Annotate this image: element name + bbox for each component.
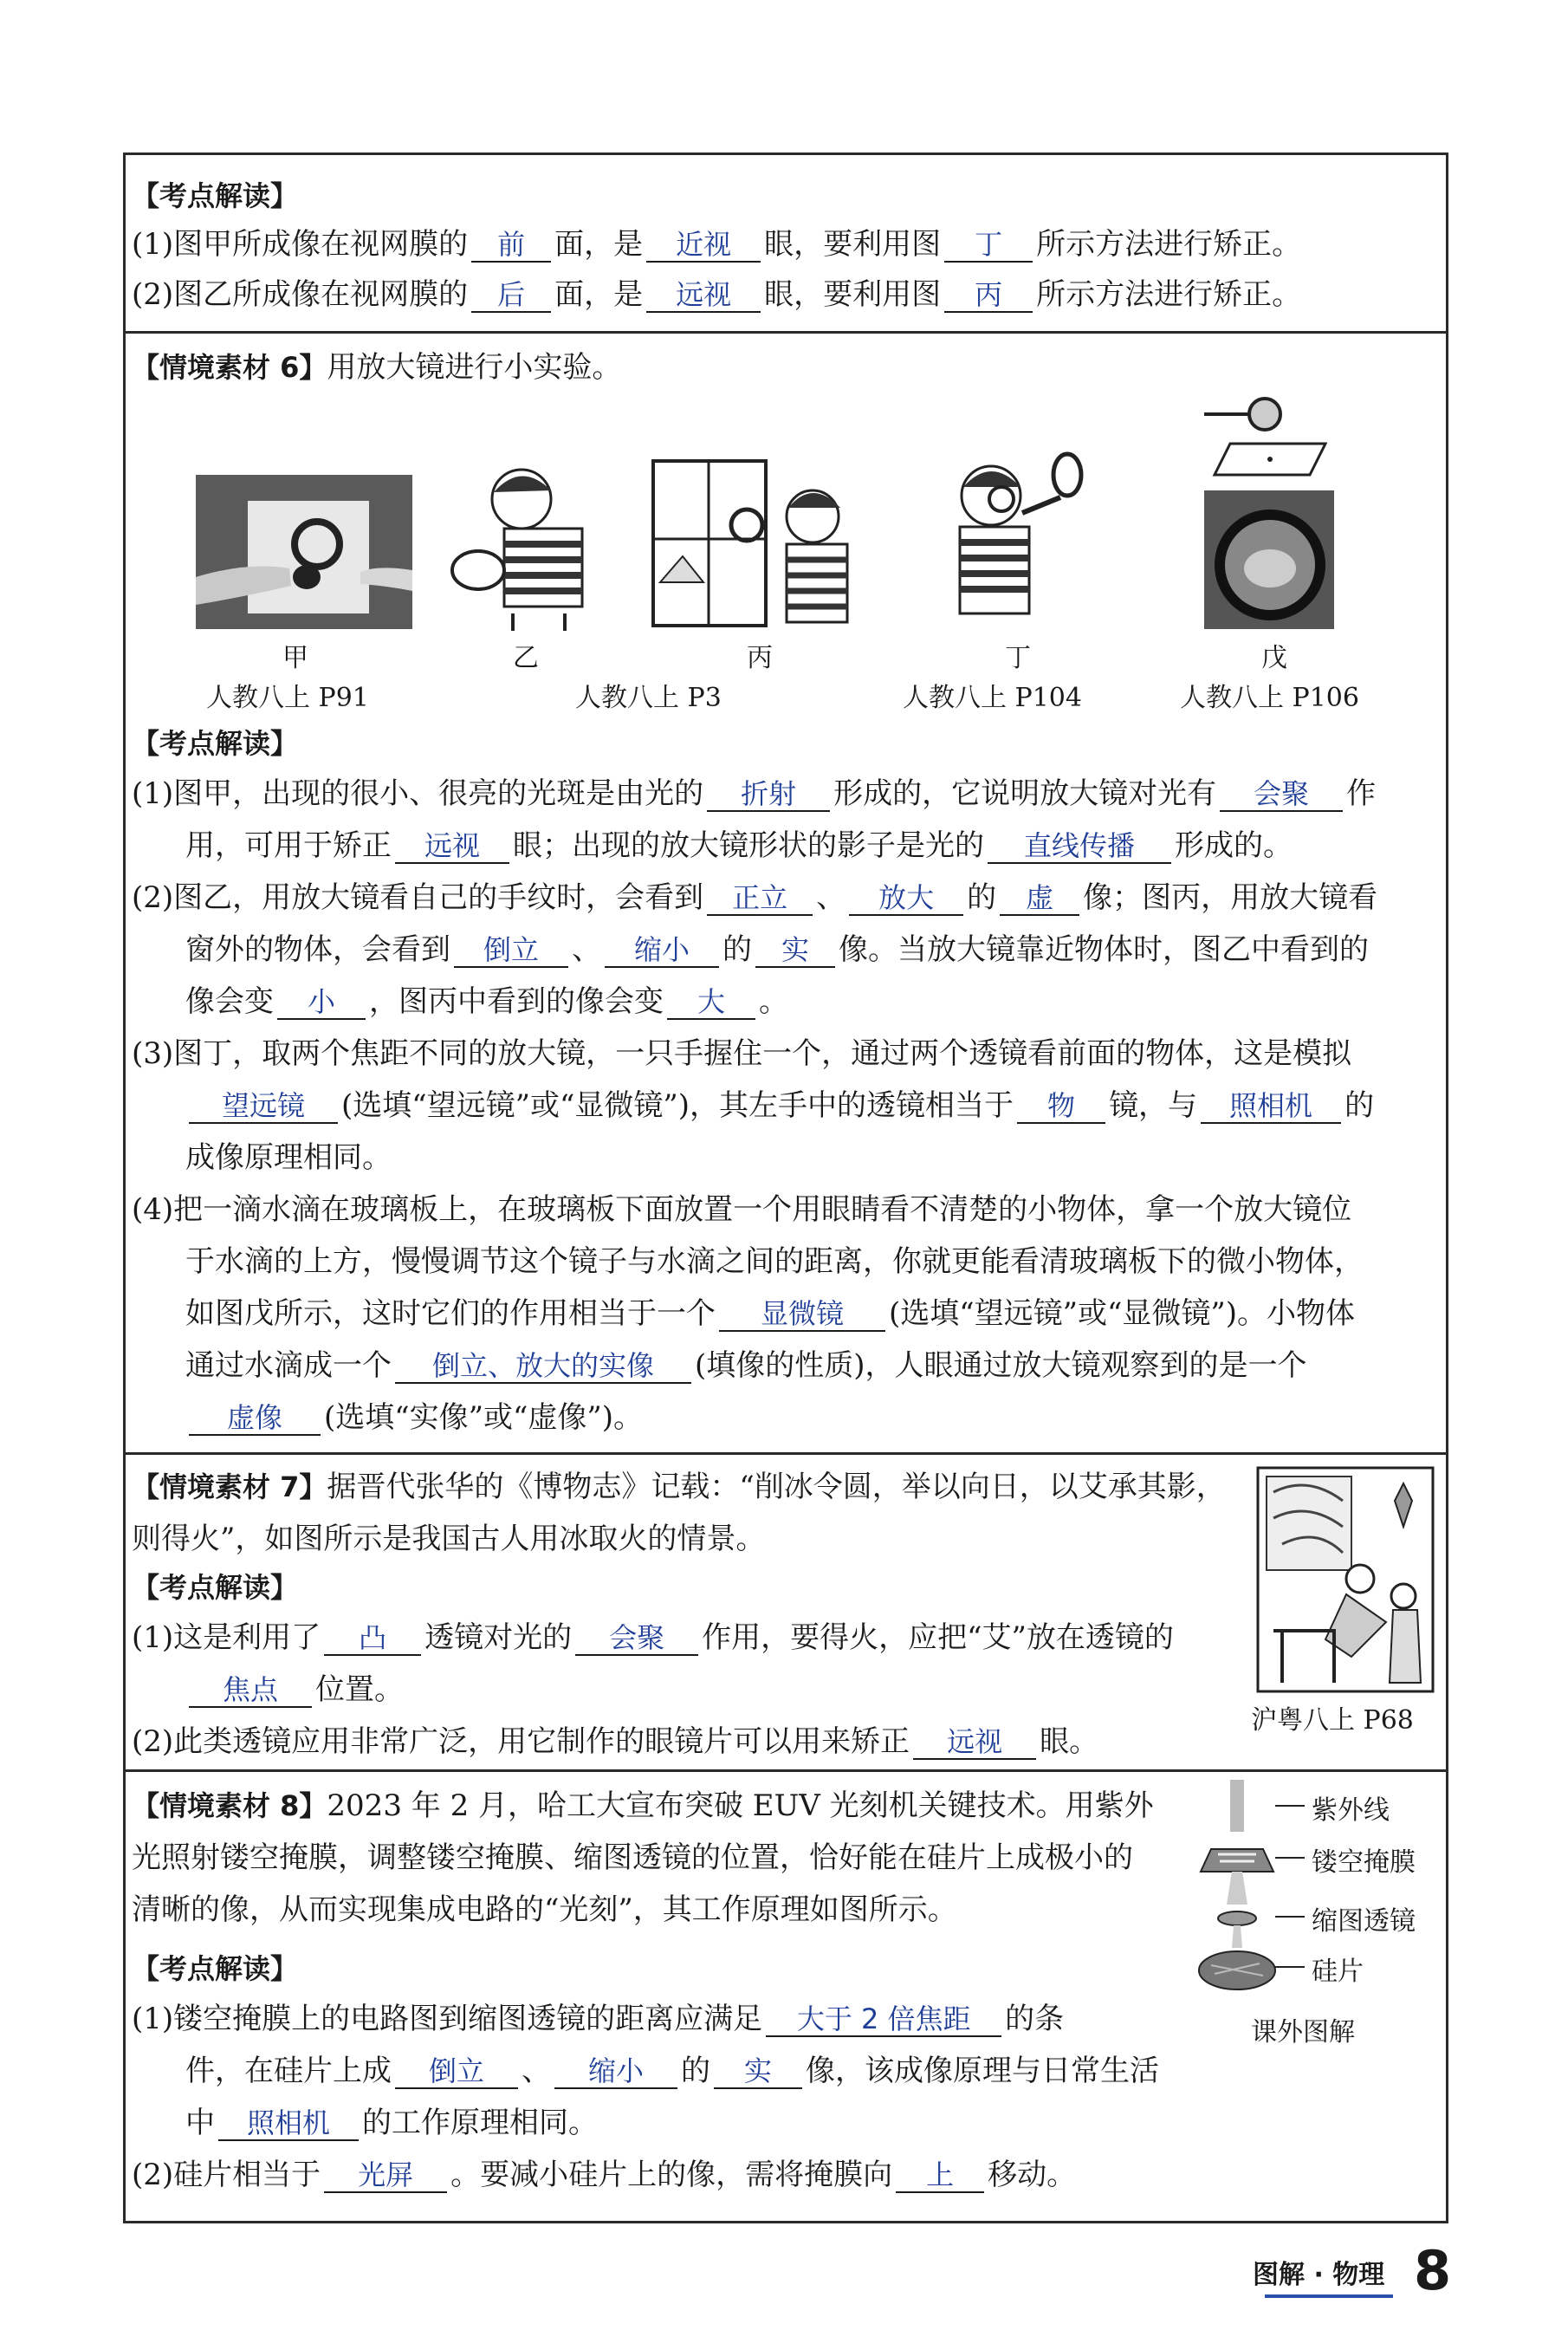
lithography-leader-lines (1273, 1775, 1308, 2000)
answer-blank[interactable]: 放大 (849, 881, 963, 916)
figure-label: 乙 (513, 643, 539, 673)
answer-blank[interactable]: 虚 (1000, 881, 1079, 916)
ancient-ice-fire-drawing (1256, 1466, 1435, 1693)
s8-q1-line1: (1)镂空掩膜上的电路图到缩图透镜的距离应满足 大于 2 倍焦距 的条 (132, 2002, 1065, 2036)
answer-blank[interactable]: 会聚 (575, 1621, 698, 1656)
answer-blank[interactable]: 正立 (707, 881, 813, 916)
s7-q1-line2: 焦点 位置。 (185, 1672, 404, 1708)
answer-blank[interactable]: 直线传播 (988, 829, 1171, 864)
answer-blank[interactable]: 缩小 (554, 2054, 677, 2089)
answer-blank[interactable]: 凸 (324, 1621, 421, 1656)
answer-blank[interactable]: 物 (1017, 1089, 1105, 1124)
answer-blank[interactable]: 近视 (646, 228, 761, 263)
diagram-label: 缩图透镜 (1312, 1906, 1416, 1937)
figure-label: 丙 (747, 643, 773, 673)
figure-label: 戊 (1261, 643, 1287, 673)
s6-q1-line1: (1)图甲，出现的很小、很亮的光斑是由光的 折射 形成的，它说明放大镜对光有 会聚 作 (132, 776, 1377, 811)
s6-q4-line1: (4)把一滴水滴在玻璃板上，在玻璃板下面放置一个用眼睛看不清楚的小物体，拿一个放大镜位 (132, 1192, 1352, 1227)
answer-blank[interactable]: 远视 (913, 1725, 1036, 1760)
lithography-diagram (1194, 1775, 1280, 2000)
s6-q3-line2: 望远镜 (选填“望远镜”或“显微镜”)，其左手中的透镜相当于 物 镜，与 照相机 的 (185, 1088, 1374, 1124)
answer-blank[interactable]: 倒立、放大的实像 (395, 1349, 691, 1384)
s6-title: 【情境素材 6】用放大镜进行小实验。 (132, 350, 622, 385)
s6-q2-line2: 窗外的物体，会看到 倒立 、 缩小 的 实 像。当放大镜靠近物体时，图乙中看到的 (185, 932, 1369, 967)
figure-ref: 人教八上 P106 (1180, 683, 1359, 713)
s5-heading: 【考点解读】 (132, 179, 299, 212)
s6-q4-line2: 于水滴的上方，慢慢调节这个镜子与水滴之间的距离，你就更能看清玻璃板下的微小物体， (185, 1244, 1364, 1279)
s8-q1-line3: 中 照相机 的工作原理相同。 (185, 2106, 598, 2140)
answer-blank[interactable]: 小 (277, 985, 366, 1020)
footer-label: 图解 · 物理 (1253, 2260, 1385, 2290)
figure-ref: 人教八上 P91 (206, 683, 369, 713)
s8-figure-caption: 课外图解 (1251, 2017, 1355, 2048)
footer-underline (1265, 2294, 1393, 2298)
water-drop-microscope-photo (1195, 395, 1343, 629)
answer-blank[interactable]: 倒立 (395, 2054, 518, 2089)
answer-blank[interactable]: 倒立 (454, 933, 568, 968)
figure-label: 丁 (1005, 643, 1031, 673)
answer-blank[interactable]: 虚像 (189, 1401, 321, 1436)
s8-heading: 【考点解读】 (132, 1952, 299, 1985)
diagram-label: 镂空掩膜 (1312, 1847, 1416, 1878)
answer-blank[interactable]: 实 (755, 933, 835, 968)
section-divider (123, 1769, 1448, 1772)
answer-blank[interactable]: 显微镜 (719, 1297, 885, 1332)
s7-q2: (2)此类透镜应用非常广泛，用它制作的眼镜片可以用来矫正 远视 眼。 (132, 1724, 1099, 1759)
answer-blank[interactable]: 远视 (646, 278, 761, 313)
s6-q2-line3: 像会变 小 ，图丙中看到的像会变 大 。 (185, 984, 788, 1019)
figure-ref: 人教八上 P104 (903, 683, 1082, 713)
answer-blank[interactable]: 前 (471, 228, 551, 263)
s7-heading: 【考点解读】 (132, 1571, 299, 1604)
s6-q4-line3: 如图戊所示，这时它们的作用相当于一个 显微镜 (选填“望远镜”或“显微镜”)。小物体 (185, 1296, 1356, 1331)
answer-blank[interactable]: 折射 (707, 777, 830, 812)
answer-blank[interactable]: 远视 (395, 829, 509, 864)
s6-q4-line5: 虚像 (选填“实像”或“虚像”)。 (185, 1400, 643, 1436)
answer-blank[interactable]: 大于 2 倍焦距 (766, 2002, 1001, 2037)
s6-q2-line1: (2)图乙，用放大镜看自己的手纹时，会看到 正立 、 放大 的 虚 像；图丙，用放大镜看 (132, 880, 1378, 915)
answer-blank[interactable]: 照相机 (218, 2106, 359, 2141)
answer-blank[interactable]: 会聚 (1220, 777, 1343, 812)
s5-q1: (1)图甲所成像在视网膜的 前 面，是 近视 眼，要利用图 丁 所示方法进行矫正。 (132, 227, 1302, 262)
s8-title: 【情境素材 8】2023 年 2 月，哈工大宣布突破 EUV 光刻机关键技术。用紫外 (132, 1788, 1154, 1823)
s6-q1-line2: 用，可用于矫正 远视 眼；出现的放大镜形状的影子是光的 直线传播 形成的。 (185, 828, 1293, 863)
answer-blank[interactable]: 丁 (944, 228, 1033, 263)
s6-heading: 【考点解读】 (132, 727, 299, 760)
s6-q3-line1: (3)图丁，取两个焦距不同的放大镜，一只手握住一个，通过两个透镜看前面的物体，这是模拟 (132, 1036, 1352, 1071)
diagram-label: 硅片 (1312, 1957, 1364, 1987)
s7-figure-caption: 沪粤八上 P68 (1251, 1705, 1414, 1736)
answer-blank[interactable]: 实 (714, 2054, 802, 2089)
figure-ref: 人教八上 P3 (575, 683, 722, 713)
s6-q4-line4: 通过水滴成一个 倒立、放大的实像 (填像的性质)，人眼通过放大镜观察到的是一个 (185, 1348, 1307, 1383)
section-divider (123, 331, 1448, 334)
answer-blank[interactable]: 望远镜 (189, 1089, 338, 1124)
s6-q3-line3: 成像原理相同。 (185, 1140, 392, 1175)
magnifier-sunlight-photo (196, 475, 412, 629)
s8-q1-line2: 件，在硅片上成 倒立 、 缩小 的 实 像，该成像原理与日常生活 (185, 2054, 1159, 2088)
answer-blank[interactable]: 缩小 (605, 933, 719, 968)
answer-blank[interactable]: 丙 (944, 278, 1033, 313)
s8-q2: (2)硅片相当于 光屏 。要减小硅片上的像，需将掩膜向 上 移动。 (132, 2158, 1077, 2192)
diagram-label: 紫外线 (1312, 1795, 1390, 1826)
boy-two-lenses-drawing (939, 449, 1086, 631)
s8-text-line3: 清晰的像，从而实现集成电路的“光刻”，其工作原理如图所示。 (132, 1892, 957, 1927)
answer-blank[interactable]: 后 (471, 278, 551, 313)
section-divider (123, 1452, 1448, 1455)
answer-blank[interactable]: 照相机 (1201, 1089, 1341, 1124)
s7-text-line2: 则得火”，如图所示是我国古人用冰取火的情景。 (132, 1522, 766, 1556)
boy-window-drawing (648, 444, 865, 634)
s5-q2: (2)图乙所成像在视网膜的 后 面，是 远视 眼，要利用图 丙 所示方法进行矫正。 (132, 277, 1302, 312)
answer-blank[interactable]: 焦点 (189, 1673, 312, 1708)
answer-blank[interactable]: 大 (667, 985, 755, 1020)
figure-label: 甲 (282, 643, 308, 673)
page-number: 8 (1414, 2239, 1452, 2302)
answer-blank[interactable]: 上 (896, 2158, 984, 2193)
answer-blank[interactable]: 光屏 (324, 2158, 447, 2193)
s8-text-line2: 光照射镂空掩膜，调整镂空掩膜、缩图透镜的位置，恰好能在硅片上成极小的 (132, 1840, 1133, 1875)
boy-reading-palm-drawing (444, 458, 617, 631)
s7-q1-line1: (1)这是利用了 凸 透镜对光的 会聚 作用，要得火，应把“艾”放在透镜的 (132, 1620, 1174, 1655)
s7-title: 【情境素材 7】据晋代张华的《博物志》记载：“削冰令圆，举以向日，以艾承其影， (132, 1470, 1226, 1504)
